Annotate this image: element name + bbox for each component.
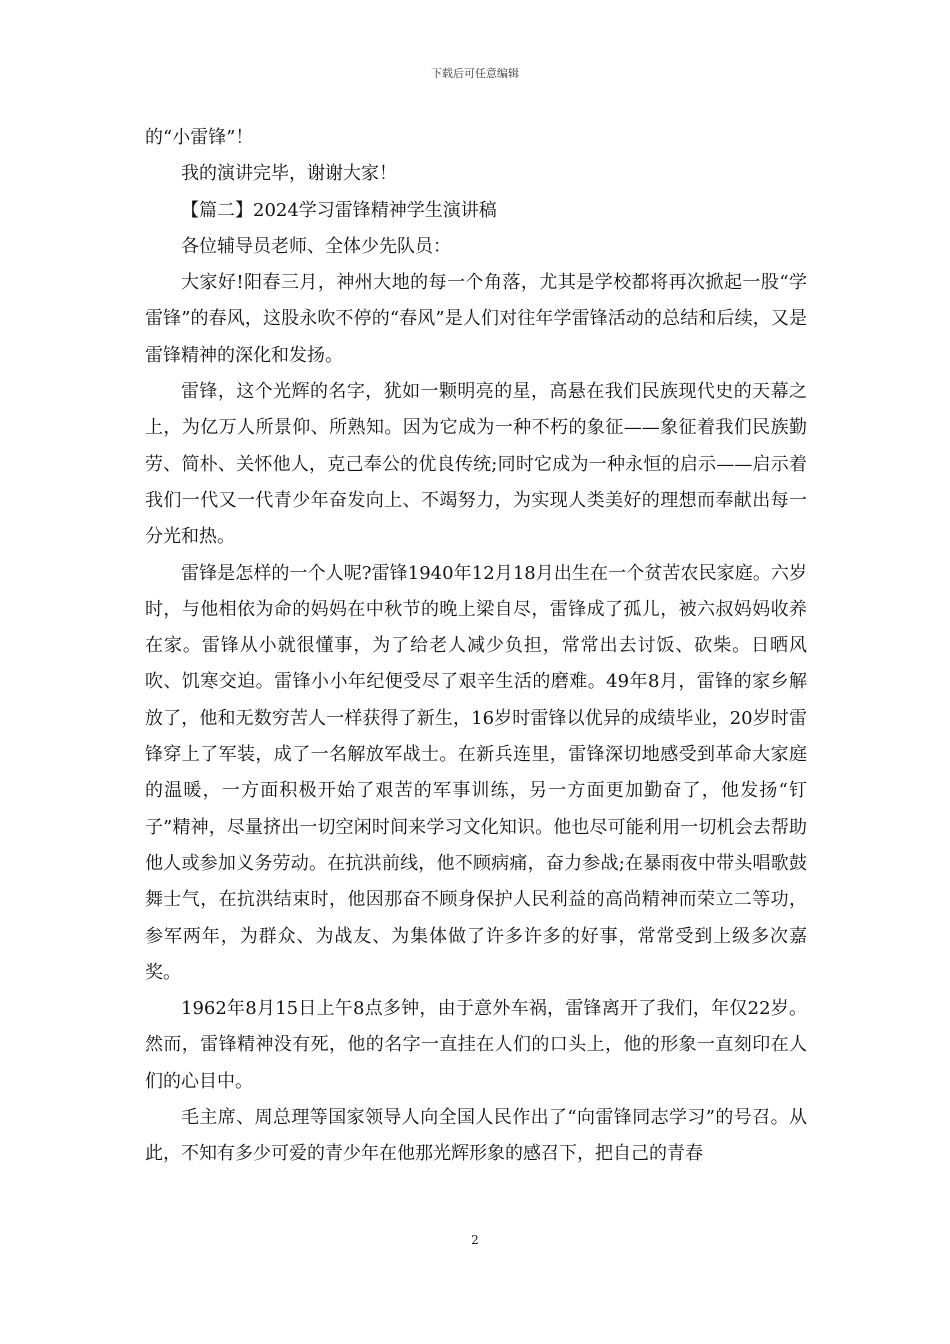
section-title: 【篇二】2024学习雷锋精神学生演讲稿 — [181, 199, 497, 221]
paragraph: 毛主席、周总理等国家领导人向全国人民作出了“向雷锋同志学习”的号召。从此，不知有多少可爱的青少年在他那光辉形象的感召下，把自己的青春 — [145, 1107, 807, 1165]
paragraph: 大家好!阳春三月，神州大地的每一个角落，尤其是学校都将再次掀起一股“学雷锋”的春风，这股永吹不停的“春风”是人们对往年学雷锋活动的总结和后续，又是雷锋精神的深化和发扬。 — [145, 272, 807, 366]
document-body — [145, 120, 807, 1173]
paragraph: 1962年8月15日上午8点多钟，由于意外车祸，雷锋离开了我们，年仅22岁。然而，雷锋精神没有死，他的名字一直挂在人们的口头上，他的形象一直刻印在人们的心目中。 — [145, 998, 807, 1092]
paragraph-continuation: 的“小雷锋”！ — [145, 127, 254, 148]
salutation: 各位辅导员老师、全体少先队员： — [181, 235, 451, 257]
paragraph: 雷锋是怎样的一个人呢?雷锋1940年12月18月出生在一个贫苦农民家庭。六岁时，与他相依为命的妈妈在中秋节的晚上梁自尽，雷锋成了孤儿，被六叔妈妈收养在家。雷锋从小就很懂事，为了给老人减少负担，常常出去讨饭、砍柴。日晒风吹、饥寒交迫。雷锋小小年纪便受尽了艰辛生活的磨难。49年8月，雷锋的家乡解放了，他和无数穷苦人一样获得了新生，16岁时雷锋以优异的成绩毕业，20岁时雷锋穿上了军装，成了一名解放军战士。在新兵连里，雷锋深切地感受到革命大家庭的温暖，一方面积极开始了艰苦的军事训练，另一方面更加勤奋了，他发扬“钉子”精神，尽量挤出一切空闲时间来学习文化知识。他也尽可能利用一切机会去帮助他人或参加义务劳动。在抗洪前线，他不顾病痛，奋力参战;在暴雨夜中带头唱歌鼓舞士气，在抗洪结束时，他因那奋不顾身保护人民利益的高尚精神而荣立二等功，参军两年，为群众、为战友、为集体做了许多许多的好事，常常受到上级多次嘉奖。 — [145, 562, 807, 983]
paragraph: 雷锋，这个光辉的名字，犹如一颗明亮的星，高悬在我们民族现代史的天幕之上，为亿万人所景仰、所熟知。因为它成为一种不朽的象征——象征着我们民族勤劳、简朴、关怀他人，克己奉公的优良传统;同时它成为一种永恒的启示——启示着我们一代又一代青少年奋发向上、不竭努力，为实现人类美好的理想而奉献出每一分光和热。 — [145, 381, 807, 548]
paragraph-closing: 我的演讲完毕，谢谢大家！ — [181, 163, 397, 185]
page-header: 下载后可任意编辑 — [431, 67, 519, 80]
page-number: 2 — [471, 1233, 479, 1247]
